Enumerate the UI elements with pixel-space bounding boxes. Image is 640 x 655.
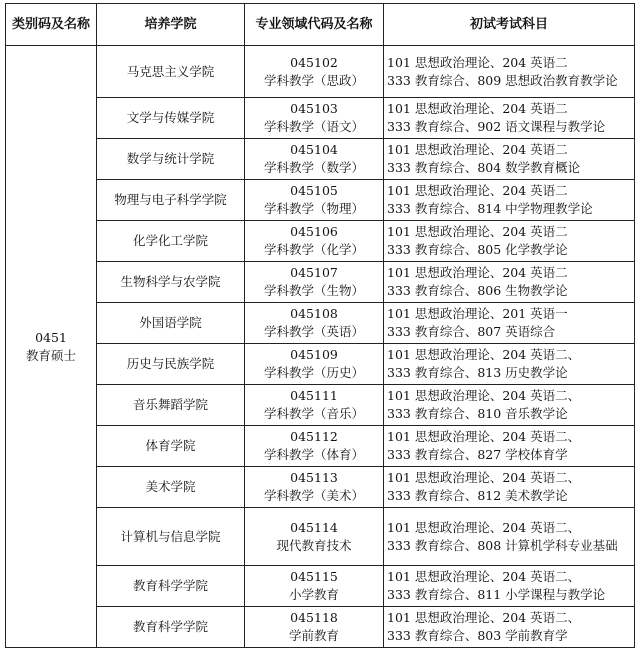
major-name: 小学教育: [288, 587, 339, 602]
major-name: 学科教学（思政）: [263, 72, 364, 88]
major-code: 045112: [290, 429, 338, 444]
subjects-cell: [384, 98, 635, 139]
college-cell: 体育学院: [97, 426, 245, 467]
subjects-cell: [384, 607, 635, 648]
major-name: 现代教育技术: [276, 537, 352, 553]
subjects-line-1: 101 思想政治理论、204 英语二: [387, 142, 568, 157]
major-code: 045115: [290, 569, 338, 584]
major-code: 045106: [290, 224, 338, 239]
table-row: [6, 303, 635, 344]
major-code: 045102: [290, 54, 338, 70]
college-cell: 历史与民族学院: [97, 344, 245, 385]
subjects-cell: [384, 180, 635, 221]
major-cell: [245, 221, 384, 262]
major-name: 学科教学（美术）: [263, 488, 364, 503]
table-row: [6, 467, 635, 508]
subjects-line-2: 333 教育综合、813 历史教学论: [387, 365, 568, 380]
table-row: [6, 344, 635, 385]
subjects-line-1: 101 思想政治理论、204 英语二: [387, 224, 568, 239]
subjects-line-1: 101 思想政治理论、204 英语二、: [387, 429, 581, 444]
major-code: 045118: [290, 610, 338, 625]
major-name: 学科教学（生物）: [263, 283, 364, 298]
college-cell: 化学化工学院: [97, 221, 245, 262]
major-cell: [245, 467, 384, 508]
college-cell: 外国语学院: [97, 303, 245, 344]
college-cell: 教育科学学院: [97, 566, 245, 607]
table-row: [6, 262, 635, 303]
header-major: 专业领域代码及名称: [245, 4, 384, 46]
major-cell: [245, 607, 384, 648]
header-subjects: 初试考试科目: [384, 4, 635, 46]
major-name: 学科教学（数学）: [263, 160, 364, 175]
table-row: [6, 180, 635, 221]
table-header-row: [6, 4, 635, 46]
subjects-line-1: 101 思想政治理论、204 英语二: [387, 54, 568, 70]
subjects-cell: [384, 426, 635, 467]
table-row: [6, 98, 635, 139]
major-name: 学科教学（历史）: [263, 365, 364, 380]
major-cell: [245, 344, 384, 385]
subjects-line-2: 333 教育综合、806 生物教学论: [387, 283, 568, 298]
header-category: 类别码及名称: [6, 4, 97, 46]
major-cell: [245, 426, 384, 467]
college-cell: 文学与传媒学院: [97, 98, 245, 139]
table-row: [6, 46, 635, 98]
major-name: 学前教育: [288, 628, 339, 643]
subjects-line-2: 333 教育综合、827 学校体育学: [387, 447, 568, 462]
college-cell: 生物科学与农学院: [97, 262, 245, 303]
subjects-line-1: 101 思想政治理论、204 英语二、: [387, 388, 581, 403]
subjects-cell: [384, 139, 635, 180]
major-cell: [245, 98, 384, 139]
college-cell: 教育科学学院: [97, 607, 245, 648]
subjects-line-2: 333 教育综合、902 语文课程与教学论: [387, 119, 606, 134]
category-code: 0451: [35, 329, 67, 345]
table-row: [6, 566, 635, 607]
major-code: 045109: [290, 347, 338, 362]
subjects-line-1: 101 思想政治理论、204 英语二: [387, 265, 568, 280]
subjects-cell: [384, 566, 635, 607]
subjects-line-2: 333 教育综合、803 学前教育学: [387, 628, 568, 643]
major-cell: [245, 385, 384, 426]
major-code: 045108: [290, 306, 338, 321]
major-code: 045107: [290, 265, 338, 280]
table-row: [6, 508, 635, 566]
subjects-line-1: 101 思想政治理论、204 英语二、: [387, 347, 581, 362]
major-name: 学科教学（物理）: [263, 201, 364, 216]
category-cell: [6, 46, 97, 648]
subjects-line-1: 101 思想政治理论、201 英语一: [387, 306, 568, 321]
major-name: 学科教学（体育）: [263, 447, 364, 462]
subjects-line-1: 101 思想政治理论、204 英语二: [387, 183, 568, 198]
major-cell: [245, 303, 384, 344]
major-code: 045111: [290, 388, 338, 403]
major-code: 045103: [290, 101, 338, 116]
major-cell: [245, 566, 384, 607]
subjects-cell: [384, 46, 635, 98]
subjects-line-1: 101 思想政治理论、204 英语二、: [387, 610, 581, 625]
major-name: 学科教学（化学）: [263, 242, 364, 257]
major-cell: [245, 262, 384, 303]
major-name: 学科教学（音乐）: [263, 406, 364, 421]
category-name: 教育硕士: [25, 347, 76, 363]
subjects-cell: [384, 467, 635, 508]
major-name: 学科教学（语文）: [263, 119, 364, 134]
major-code: 045113: [290, 470, 338, 485]
exam-subjects-table: [5, 3, 635, 648]
header-college: 培养学院: [97, 4, 245, 46]
subjects-cell: [384, 262, 635, 303]
subjects-line-1: 101 思想政治理论、204 英语二: [387, 101, 568, 116]
major-code: 045104: [290, 142, 338, 157]
subjects-cell: [384, 344, 635, 385]
table-body: [6, 46, 635, 648]
subjects-line-2: 333 教育综合、812 美术教学论: [387, 488, 568, 503]
major-code: 045105: [290, 183, 338, 198]
subjects-cell: [384, 221, 635, 262]
subjects-line-1: 101 思想政治理论、204 英语二、: [387, 470, 581, 485]
major-name: 学科教学（英语）: [263, 324, 364, 339]
subjects-line-2: 333 教育综合、811 小学课程与教学论: [387, 587, 606, 602]
college-cell: 音乐舞蹈学院: [97, 385, 245, 426]
college-cell: 数学与统计学院: [97, 139, 245, 180]
subjects-line-2: 333 教育综合、808 计算机学科专业基础: [387, 537, 618, 553]
college-cell: 马克思主义学院: [97, 46, 245, 98]
major-cell: [245, 139, 384, 180]
major-cell: [245, 46, 384, 98]
subjects-cell: [384, 385, 635, 426]
subjects-line-2: 333 教育综合、810 音乐教学论: [387, 406, 568, 421]
subjects-line-2: 333 教育综合、814 中学物理教学论: [387, 201, 593, 216]
table-row: [6, 385, 635, 426]
table-row: [6, 139, 635, 180]
major-code: 045114: [290, 519, 338, 535]
college-cell: 计算机与信息学院: [97, 508, 245, 566]
subjects-cell: [384, 508, 635, 566]
subjects-line-2: 333 教育综合、809 思想政治教育教学论: [387, 72, 618, 88]
subjects-line-2: 333 教育综合、805 化学教学论: [387, 242, 568, 257]
table-row: [6, 607, 635, 648]
college-cell: 美术学院: [97, 467, 245, 508]
table-row: [6, 426, 635, 467]
subjects-cell: [384, 303, 635, 344]
subjects-line-1: 101 思想政治理论、204 英语二、: [387, 569, 581, 584]
subjects-line-1: 101 思想政治理论、204 英语二、: [387, 519, 581, 535]
major-cell: [245, 508, 384, 566]
college-cell: 物理与电子科学学院: [97, 180, 245, 221]
subjects-line-2: 333 教育综合、804 数学教育概论: [387, 160, 581, 175]
table-row: [6, 221, 635, 262]
major-cell: [245, 180, 384, 221]
subjects-line-2: 333 教育综合、807 英语综合: [387, 324, 556, 339]
